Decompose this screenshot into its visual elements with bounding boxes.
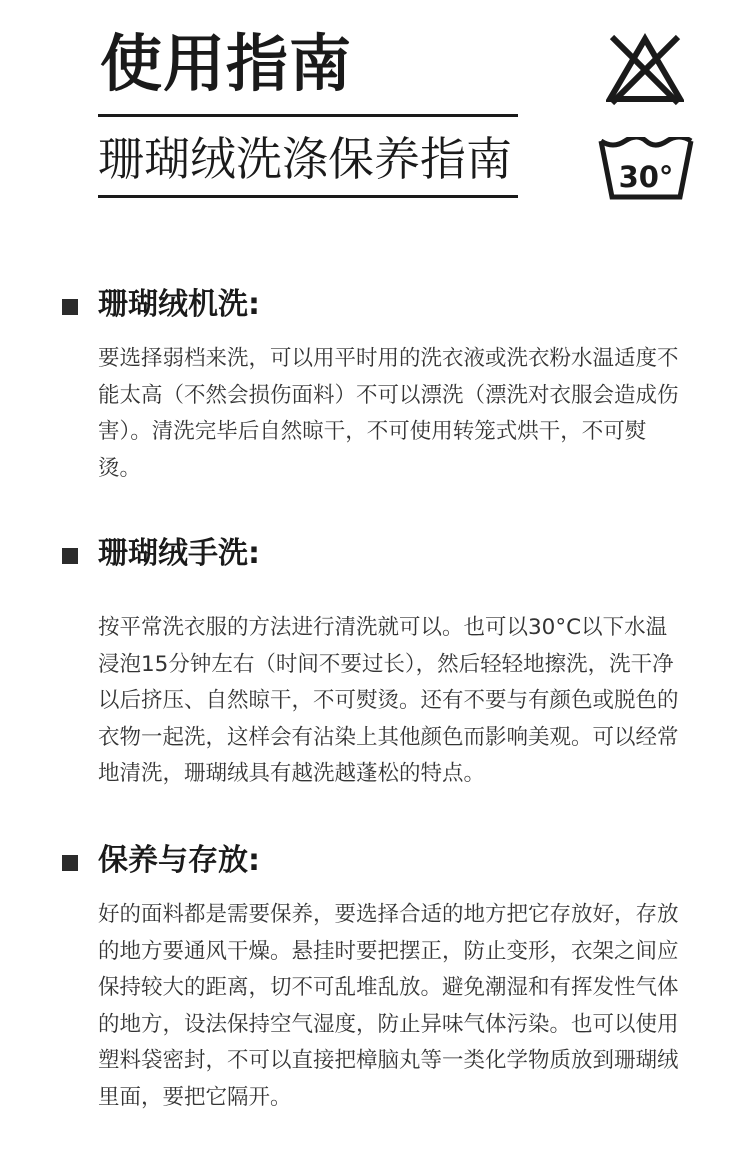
section-title: 珊瑚绒机洗: [98,287,260,322]
bullet-square-icon [62,855,78,871]
wash-temperature-label: 30° [618,160,674,194]
bullet-square-icon [62,299,78,315]
section-title: 保养与存放: [98,843,260,878]
section-title: 珊瑚绒手洗: [98,536,260,571]
page-title: 使用指南 [100,27,353,100]
page-subtitle: 珊瑚绒洗涤保养指南 [98,132,512,186]
section-care-storage [62,841,702,1110]
wash-30-icon [598,137,694,201]
section-body: 按平常洗衣服的方法进行清洗就可以。也可以30°C以下水温浸泡15分钟左右（时间不要过长），然后轻轻地擦洗，洗干净以后挤压、自然晾干，不可熨烫。还有不要与有颜色或脱色的衣物一起洗，这样会有沾染上其他颜色而影响美观。可以经常地清洗，珊瑚绒具有越洗越蓬松的特点。 [98,615,679,786]
title-divider-bottom [98,195,518,198]
title-divider-top [98,114,518,117]
no-bleach-icon [606,33,684,107]
section-machine-wash [62,285,702,481]
bullet-square-icon [62,548,78,564]
section-hand-wash [62,534,702,786]
section-body: 要选择弱档来洗，可以用平时用的洗衣液或洗衣粉水温适度不能太高（不然会损伤面料）不可以漂洗（漂洗对衣服会造成伤害）。清洗完毕后自然晾干，不可使用转笼式烘干，不可熨烫。 [98,346,679,481]
section-body: 好的面料都是需要保养，要选择合适的地方把它存放好，存放的地方要通风干燥。悬挂时要把摆正，防止变形，衣架之间应保持较大的距离，切不可乱堆乱放。避免潮湿和有挥发性气体的地方，设法保持空气湿度，防止异味气体污染。也可以使用塑料袋密封，不可以直接把樟脑丸等一类化学物质放到珊瑚绒里面，要把它隔开。 [98,902,679,1110]
